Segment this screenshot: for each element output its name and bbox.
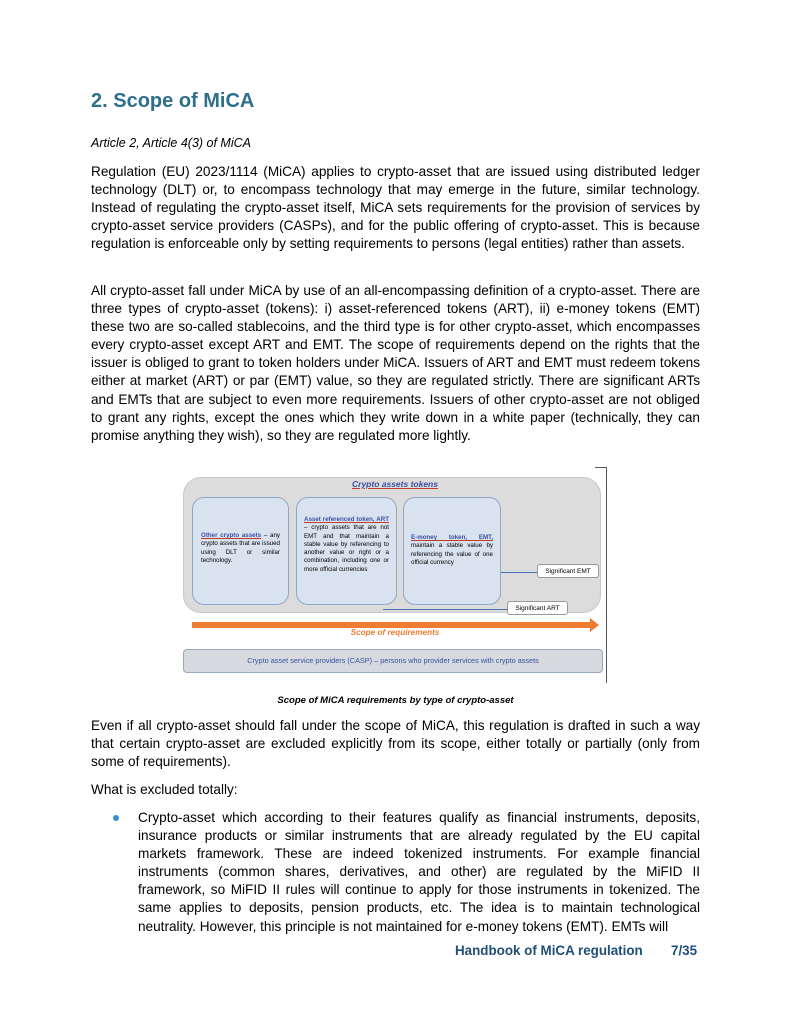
other-crypto-assets-text: – any crypto assets that are issued using DLT or similar technology.	[201, 532, 280, 564]
art-box	[296, 497, 397, 605]
page-number: 7/35	[671, 943, 698, 958]
article-reference: Article 2, Article 4(3) of MiCA	[91, 136, 251, 150]
paragraph-exclusions: Even if all crypto-asset should fall under the scope of MiCA, this regulation is drafted in such a way that certain crypto-asset are excluded explicitly from its scope, either totally or partially (only from some of requirements).	[91, 718, 700, 770]
casp-bar: Crypto asset service providers (CASP) – persons who provider services with crypto assets	[183, 649, 603, 673]
diagram-title: Crypto assets tokens	[352, 479, 438, 489]
paragraph-token-types: All crypto-asset fall under MiCA by use of an all-encompassing definition of a crypto-asset. There are three types of crypto-asset (tokens): i) asset-referenced tokens (ART), ii) e-money tokens (EMT) these two are so-called stablecoins, and the third type is for other crypto-asset, which encompasses every crypto-asset except ART and EMT. The scope of requirements depend on the rights that the issuer is obliged to grant to token holders under MiCA. Issuers of ART and EMT must redeem tokens either at market (ART) or par (EMT) value, so they are regulated strictly. There are significant ARTs and EMTs that are subject to even more requirements. Issuers of other crypto-asset are not obliged to grant any rights, except the ones which they write down in a white paper (technically, they can promise anything they wish), so they are regulated more lightly.	[91, 283, 700, 443]
other-crypto-assets-box	[192, 497, 289, 605]
significant-art-label: Significant ART	[507, 601, 568, 615]
connector-emt	[501, 572, 537, 573]
bullet-item: Crypto-asset which according to their features qualify as financial instruments, deposits, insurance products or similar instruments that are already regulated by the EU capital markets framework. These are indeed tokenized instruments. For example financial instruments (common shares, derivatives, and other) are regulated by the MiFID II framework, so MiFID II rules will continue to apply for those instruments in tokenized. The same applies to deposits, pension products, etc. The idea is to maintain technological neutrality. However, this principle is not maintained for e-money tokens (EMT). EMTs will	[138, 810, 700, 934]
figure-border-right	[606, 467, 607, 683]
paragraph-excluded-totally: What is excluded totally:	[91, 782, 238, 797]
footer-title: Handbook of MiCA regulation	[455, 943, 643, 958]
bullet-dot-icon	[113, 814, 121, 822]
scope-diagram	[183, 467, 607, 683]
art-title: Asset referenced token, ART	[304, 516, 389, 523]
emt-text: maintain a stable value by referencing the value of one official currency	[411, 542, 493, 566]
significant-emt-label: Significant EMT	[537, 564, 599, 578]
other-crypto-assets-title: Other crypto assets	[201, 532, 262, 539]
paragraph-scope-intro: Regulation (EU) 2023/1114 (MiCA) applies to crypto-asset that are issued using distributed ledger technology (DLT) or, to encompass technology that may emerge in the future, similar technology. Instead of regulating the crypto-asset itself, MiCA sets requirements for the provision of services by crypto-asset service providers (CASPs), and for the public offering of crypto-asset. This is because regulation is enforceable only by setting requirements to persons (legal entities) rather than assets.	[91, 164, 700, 252]
figure-caption: Scope of MiCA requirements by type of crypto-asset	[277, 695, 514, 706]
connector-art	[383, 609, 507, 610]
emt-title: E-money token, EMT,	[411, 534, 493, 541]
page-heading: 2. Scope of MiCA	[91, 90, 255, 112]
scope-of-requirements-label	[183, 628, 607, 637]
emt-box	[403, 497, 501, 605]
scope-of-requirements-text: Scope of requirements	[350, 628, 440, 637]
art-text: – crypto assets that are not EMT and that maintain a stable value by referencing to another value or right or a combination, including one or more official currencies	[304, 524, 389, 573]
